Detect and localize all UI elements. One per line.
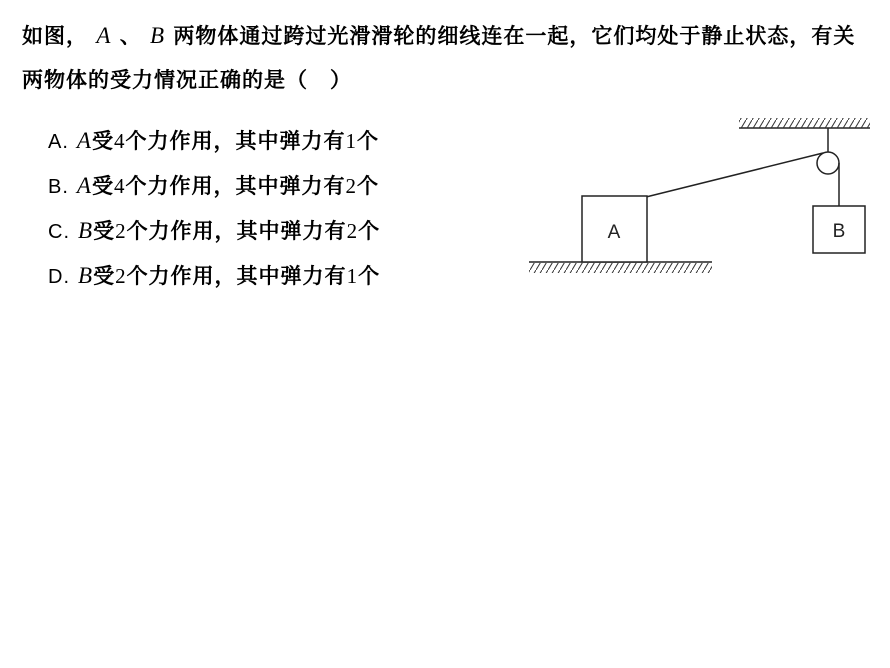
option-text: 个力作用，其中弹力有 <box>126 218 347 243</box>
option-text: 受 <box>93 218 116 243</box>
question-text <box>22 14 872 102</box>
option-text: 受 <box>93 263 116 288</box>
option-subject: A <box>76 173 92 198</box>
question-body: 两物体通过跨过光滑滑轮的细线连在一起，它们均处于静止状态，有关两物体的受力情况正确的是（ ） <box>22 23 856 92</box>
option-letter: D. <box>48 266 70 288</box>
option-text: 受 <box>91 173 114 198</box>
option-subject: A <box>76 128 92 153</box>
option-subject: B <box>78 218 94 243</box>
option-number: 2 <box>346 219 359 243</box>
option-text: 个力作用，其中弹力有 <box>125 128 346 153</box>
option-text: 个 <box>358 263 381 288</box>
rope-to-a <box>646 153 823 197</box>
option-number: 4 <box>113 174 126 198</box>
option-number: 4 <box>113 129 126 153</box>
option-letter: A. <box>48 131 69 153</box>
option-number: 1 <box>345 129 357 153</box>
option-number: 1 <box>346 264 359 288</box>
option-text: 个 <box>356 128 379 153</box>
variable-a: A <box>96 23 112 48</box>
option-text: 个力作用，其中弹力有 <box>126 263 347 288</box>
option-number: 2 <box>115 219 127 243</box>
option-subject: B <box>78 263 94 288</box>
question-prefix: 如图， <box>22 23 88 48</box>
separator: 、 <box>119 23 142 48</box>
pulley-diagram <box>524 110 874 285</box>
option-c[interactable] <box>48 208 380 253</box>
block-a <box>582 196 647 262</box>
option-number: 2 <box>115 264 127 288</box>
pulley-wheel <box>817 152 839 174</box>
option-d[interactable] <box>48 253 380 298</box>
option-a[interactable] <box>48 118 380 163</box>
option-text: 受 <box>91 128 114 153</box>
ground <box>529 262 712 273</box>
option-text: 个力作用，其中弹力有 <box>125 173 346 198</box>
option-b[interactable] <box>48 163 380 208</box>
option-letter: B. <box>48 176 69 198</box>
block-b <box>813 206 865 253</box>
variable-b: B <box>150 23 166 48</box>
block-a-label: A <box>607 222 621 243</box>
answer-options <box>48 118 380 298</box>
option-text: 个 <box>358 218 381 243</box>
option-number: 2 <box>345 174 357 198</box>
option-text: 个 <box>356 173 379 198</box>
option-letter: C. <box>48 221 70 243</box>
ceiling <box>739 118 870 128</box>
block-b-label: B <box>832 221 846 242</box>
